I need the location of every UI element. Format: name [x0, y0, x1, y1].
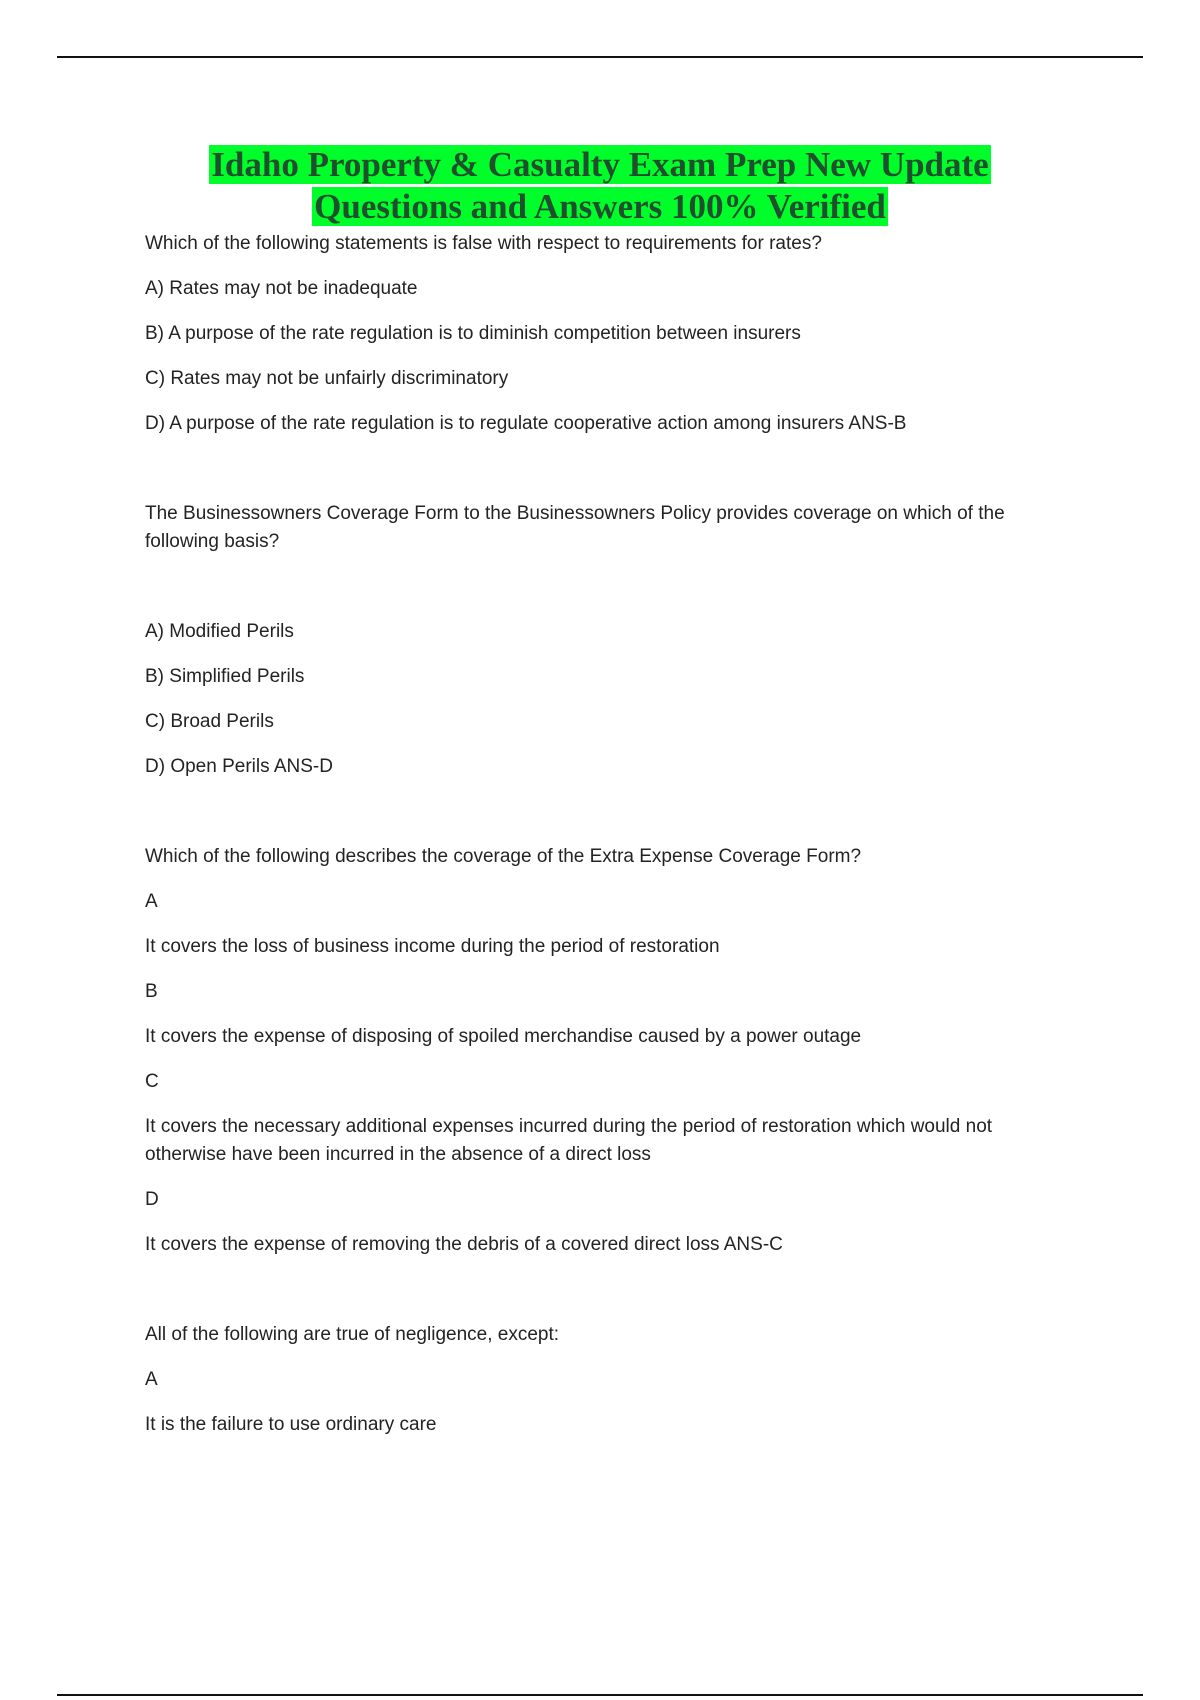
question-text: The Businessowners Coverage Form to the Businessowners Policy provides coverage on which of the following basis?	[145, 503, 1005, 552]
answer-option: B) Simplified Perils	[145, 666, 305, 687]
answer-option: C) Broad Perils	[145, 711, 274, 732]
option-letter: A	[145, 1369, 158, 1390]
answer-option: A) Modified Perils	[145, 621, 294, 642]
document-title	[0, 144, 1200, 228]
option-text: It covers the loss of business income during the period of restoration	[145, 936, 720, 957]
answer-option: D) A purpose of the rate regulation is to regulate cooperative action among insurers ANS-B	[145, 413, 907, 434]
question-block-2	[145, 500, 1075, 781]
answer-option: B) A purpose of the rate regulation is to diminish competition between insurers	[145, 323, 801, 344]
option-text: It is the failure to use ordinary care	[145, 1414, 437, 1435]
answer-option: A) Rates may not be inadequate	[145, 278, 418, 299]
question-block-3	[145, 843, 1075, 1259]
option-letter: A	[145, 891, 158, 912]
option-text: It covers the expense of disposing of spoiled merchandise caused by a power outage	[145, 1026, 862, 1047]
document-body	[145, 230, 1075, 1439]
option-letter: C	[145, 1071, 159, 1092]
header-rule	[57, 56, 1143, 58]
option-text: It covers the necessary additional expenses incurred during the period of restoration which would not otherwise have been incurred in the absence of a direct loss	[145, 1116, 993, 1165]
answer-option: C) Rates may not be unfairly discriminatory	[145, 368, 509, 389]
option-text: It covers the expense of removing the debris of a covered direct loss ANS-C	[145, 1234, 783, 1255]
title-line-1: Idaho Property & Casualty Exam Prep New Update	[211, 145, 989, 184]
option-letter: D	[145, 1189, 159, 1210]
question-text: Which of the following describes the coverage of the Extra Expense Coverage Form?	[145, 846, 862, 867]
option-letter: B	[145, 981, 158, 1002]
title-line-2: Questions and Answers 100% Verified	[314, 187, 886, 226]
question-text: All of the following are true of negligence, except:	[145, 1324, 560, 1345]
question-block-4	[145, 1321, 1075, 1439]
footer-rule	[57, 1694, 1143, 1696]
question-block-1	[145, 230, 1075, 438]
answer-option: D) Open Perils ANS-D	[145, 756, 333, 777]
question-text: Which of the following statements is false with respect to requirements for rates?	[145, 233, 822, 254]
